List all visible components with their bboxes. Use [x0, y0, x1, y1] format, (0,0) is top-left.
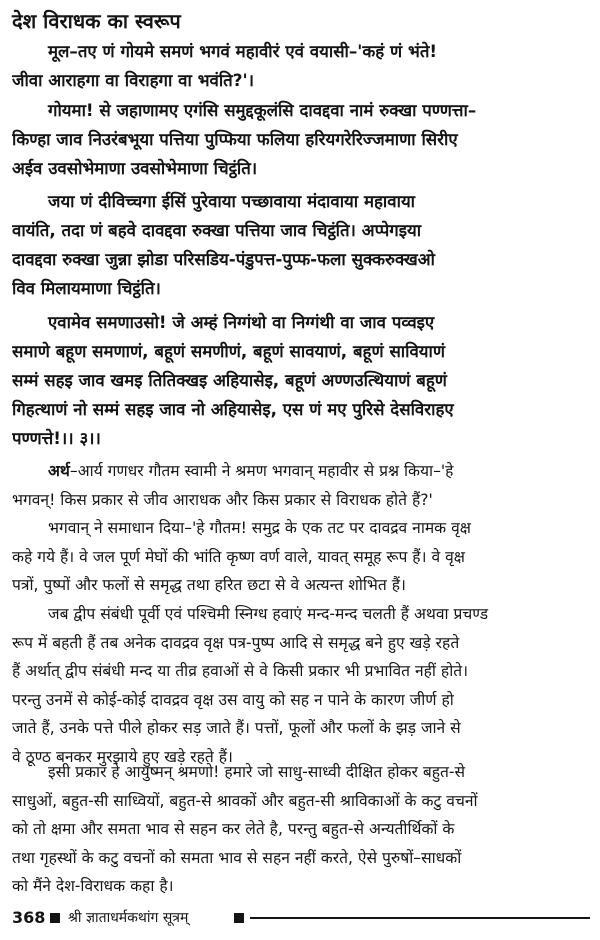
text-line: हैं अर्थात् द्वीप संबंधी मन्द या तीव्र हवाओं से वे किसी प्रकार भी प्रभावित नहीं होते। [12, 662, 469, 681]
mool-label: मूल [48, 41, 70, 61]
arth-paragraph-1 [12, 457, 590, 514]
text-line: परन्तु उनमें से कोई-कोई दावद्रव वृक्ष उस वायु को सह न पाने के कारण जीर्ण हो [12, 690, 454, 709]
text-line: भगवन्! किस प्रकार से जीव आराधक और किस प्रकार से विराधक होते हैं?' [12, 490, 433, 509]
square-bullet-icon [50, 913, 60, 923]
page-number: 368 [12, 908, 46, 927]
text-line: पण्णत्ते!।। ३।। [12, 428, 101, 448]
text-line: दावद्दवा रुक्खा जुन्ना झोडा परिसडिय-पंडुपत्त-पुप्फ-फला सुक्करुक्खओ [12, 249, 435, 269]
text-line: विव मिलायमाणा चिट्ठंति। [12, 278, 161, 298]
text-line: समाणे बहूण समणाणं, बहूणं समणीणं, बहूणं सावयाणं, बहूणं सावियाणं [12, 341, 446, 361]
text-line: वायंति, तदा णं बहवे दावद्दवा रुक्खा पत्तिया जाव चिट्ठंति। अप्पेगइया [12, 220, 422, 240]
text-line: वे ठूण्ठ बनकर मुरझाये हुए खड़े रहते हैं। [12, 747, 233, 766]
square-bullet-icon [234, 913, 244, 923]
text-line: अर्थ–आर्य गणधर गौतम स्वामी ने श्रमण भगवान् महावीर से प्रश्न किया–'हे [48, 462, 454, 480]
text-line: पत्रों, पुष्पों और फलों से समृद्ध तथा हरित छटा से वे अत्यन्त शोभित हैं। [12, 576, 406, 595]
mool-paragraph-4 [12, 308, 590, 453]
text-line: जीवा आराहगा वा विराहगा वा भवंति?'। [12, 70, 254, 90]
book-title: श्री ज्ञाताधर्मकथांग सूत्रम् [68, 910, 189, 926]
text-line: गोयमा! से जहाणामए एगंसि समुद्दकूलंसि दावद्दवा नामं रुक्खा पण्णत्ता– [48, 100, 477, 120]
text-line: गिहत्थाणं नो सम्मं सहइ जाव नो अहियासेइ, एस णं मए पुरिसे देसविराहए [12, 399, 454, 419]
text-line: कहे गये हैं। वे जल पूर्ण मेघों की भांति कृष्ण वर्ण वाले, यावत् समूह रूप हैं। वे वृक्ष [12, 547, 465, 566]
mool-paragraph-1 [12, 37, 590, 95]
text-line: जब द्वीप संबंधी पूर्वी एवं पश्चिमी स्निग्ध हवाएं मन्द-मन्द चलती हैं अथवा प्रचण्ड [48, 605, 489, 623]
text-line: एवामेव समणाउसो! जे अम्हं निग्गंथो वा निग्गंथी वा जाव पव्वइए [48, 312, 435, 332]
text-line: जाते हैं, उनके पत्ते पीले होकर सड़ जाते हैं। पत्तों, फूलों और फलों के झड़ जाने से [12, 719, 461, 738]
arth-label: अर्थ [48, 462, 70, 480]
text-line: रूप में बहती हैं तब अनेक दावद्रव वृक्ष पत्र-पुष्प आदि से समृद्ध बने हुए खड़े रहते [12, 633, 460, 652]
text-line: को तो क्षमा और समता भाव से सहन कर लेते है, परन्तु बहुत-से अन्यतीर्थिकों के [12, 820, 455, 839]
text-line: भगवान् ने समाधान दिया–'हे गौतम! समुद्र के एक तट पर दावद्रव नामक वृक्ष [48, 519, 471, 537]
text-line: को मैंने देश-विराधक कहा है। [12, 877, 174, 896]
page-footer [12, 906, 590, 930]
section-heading: देश विराधक का स्वरूप [12, 9, 181, 33]
text-line: जया णं दीविच्चगा ईसिं पुरेवाया पच्छावाया मंदावाया महावाया [48, 191, 416, 211]
arth-paragraph-4 [12, 758, 590, 901]
footer-rule [250, 917, 590, 919]
text-line: मूल–तए णं गोयमे समणं भगवं महावीरं एवं वयासी–'कहं णं भंते! [48, 41, 438, 61]
text-line: सम्मं सहइ जाव खमइ तितिक्खइ अहियासेइ, बहूणं अण्णउत्थियाणं बहूणं [12, 370, 447, 390]
mool-paragraph-2 [12, 96, 590, 183]
arth-paragraph-3 [12, 600, 590, 772]
text-line: इसी प्रकार हे आयुष्मन् श्रमणो! हमारे जो साधु-साध्वी दीक्षित होकर बहुत-से [48, 763, 466, 781]
text-line: किण्हा जाव निउरंबभूया पत्तिया पुप्फिया फलिया हरियगरेरिज्जमाणा सिरीए [12, 129, 458, 149]
text-line: साधुओं, बहुत-सी साध्वियों, बहुत-से श्रावकों और बहुत-सी श्राविकाओं के कटु वचनों [12, 791, 478, 810]
mool-paragraph-3 [12, 187, 590, 303]
text-line: अईव उवसोभेमाणा उवसोभेमाणा चिट्ठंति। [12, 158, 258, 178]
arth-paragraph-2 [12, 514, 590, 600]
text-line: तथा गृहस्थों के कटु वचनों को समता भाव से सहन नहीं करते, ऐसे पुरुषों–साधकों [12, 848, 462, 867]
